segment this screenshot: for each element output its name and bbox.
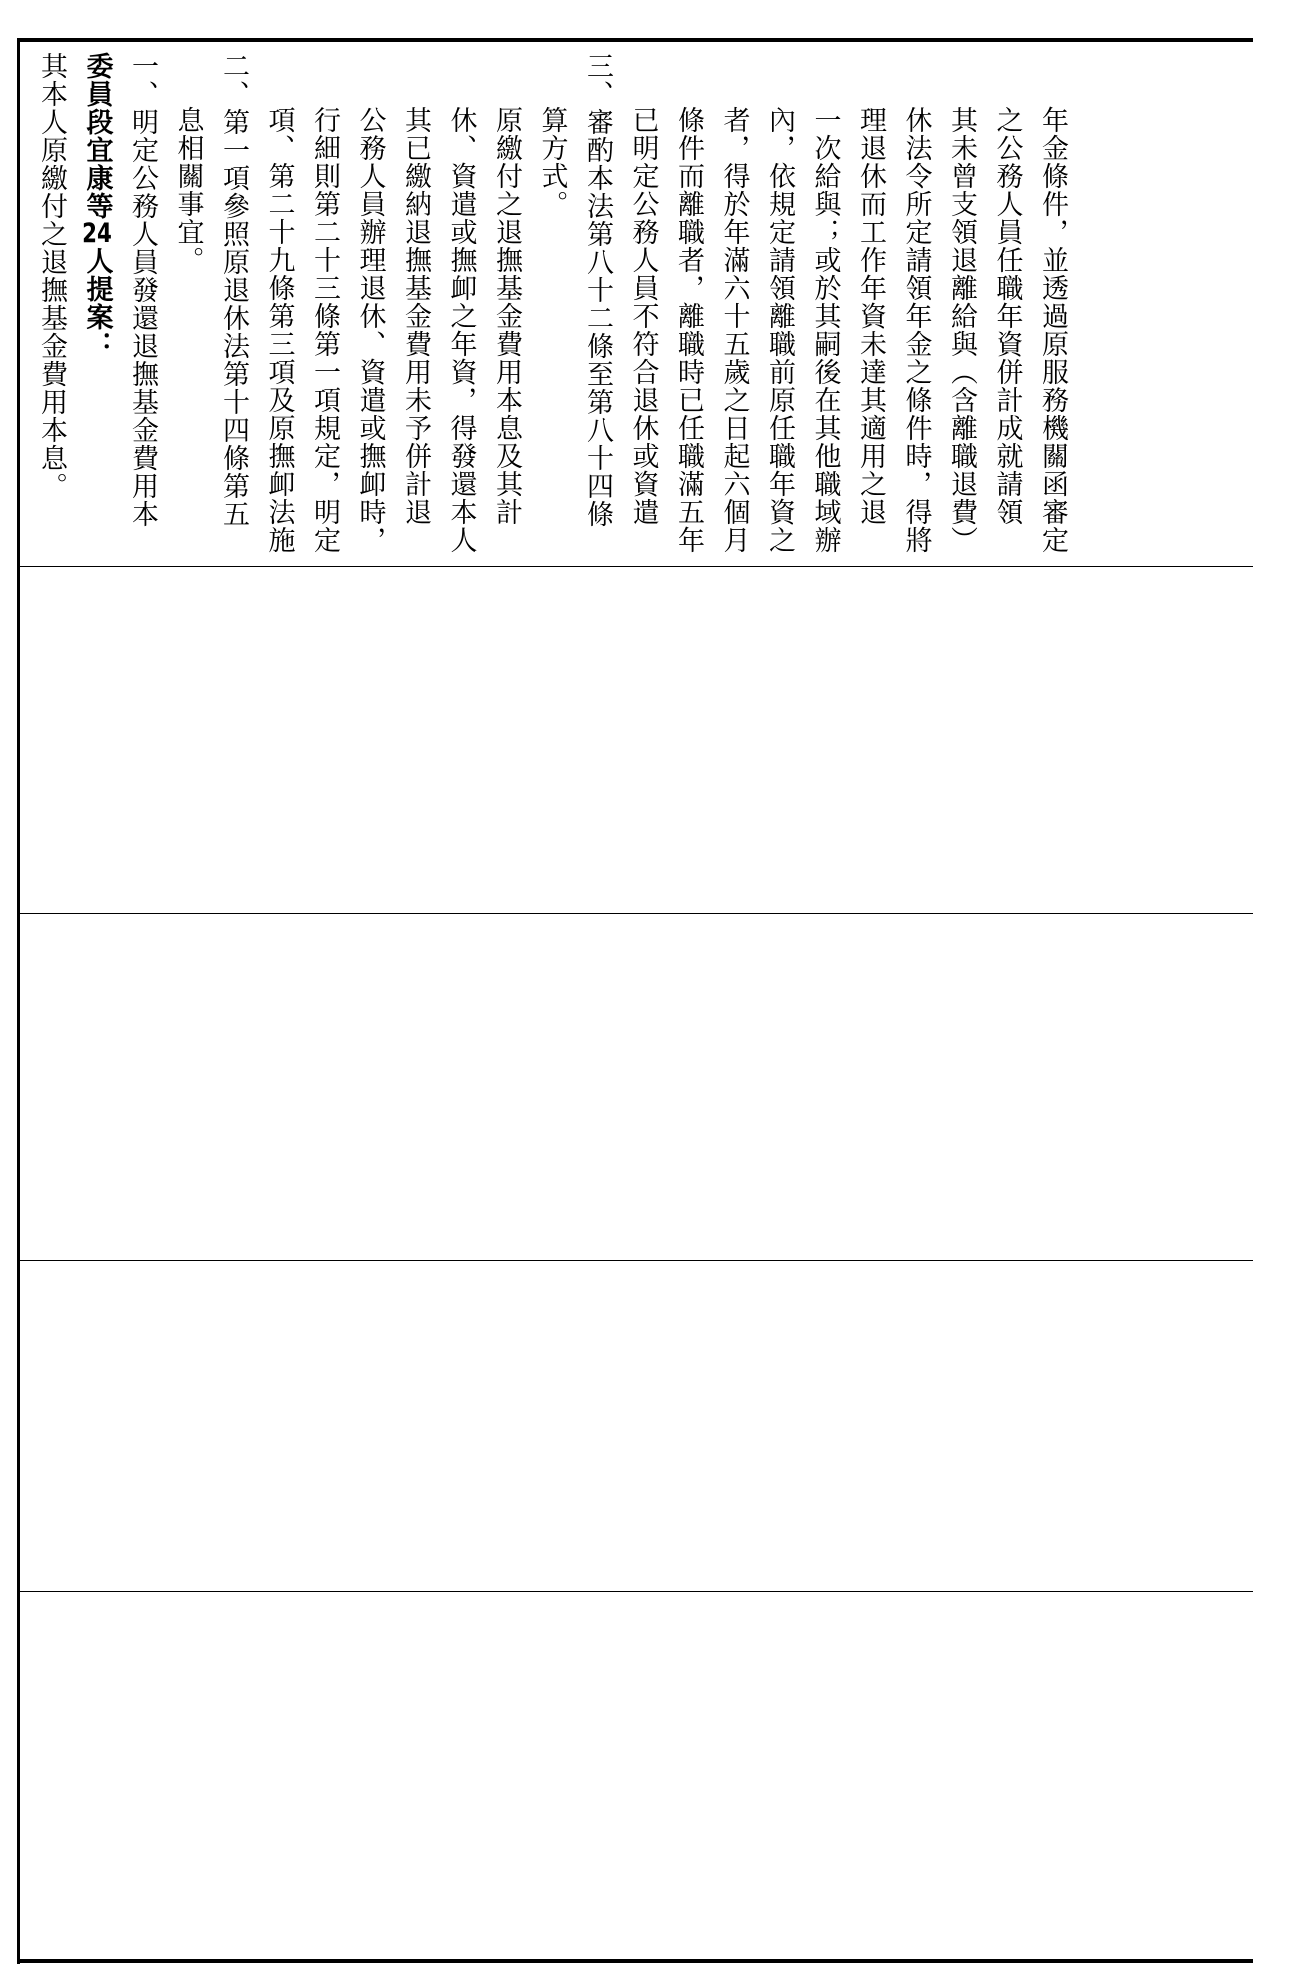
text-column-4: 息相關事宜。: [172, 106, 204, 274]
text-column-13: 三、審酌本法第八十二條至第八十四條: [582, 52, 613, 528]
text-column-18: 一次給與；或於其嗣後在其他職域辦: [809, 106, 841, 554]
document-page: [18, 38, 1253, 1962]
text-column-14: 已明定公務人員不符合退休或資遣: [627, 106, 659, 526]
text-column-19: 理退休而工作年資未達其適用之退: [855, 106, 886, 526]
text-column-6: 項、第二十九條第三項及原撫卹法施: [263, 106, 295, 554]
text-column-20: 休法令所定請領年金之條件時，得將: [900, 106, 932, 554]
text-column-22: 之公務人員任職年資併計成就請領: [991, 106, 1023, 526]
text-column-23: 年金條件，並透過原服務機關函審定: [1037, 106, 1068, 554]
text-column-11: 原繳付之退撫基金費用本息及其計: [491, 106, 522, 526]
text-column-5: 二、第一項參照原退休法第十四條第五: [218, 52, 249, 528]
row-divider-3: [18, 1260, 1253, 1261]
text-column-9: 其已繳納退撫基金費用未予併計退: [400, 106, 431, 526]
text-column-12: 算方式。: [536, 106, 568, 218]
text-block: [18, 38, 1253, 566]
text-column-1: 其本人原繳付之退撫基金費用本息。: [36, 52, 67, 500]
text-column-7: 行細則第二十三條第一項規定，明定: [309, 106, 340, 554]
row-divider-4: [18, 1591, 1253, 1592]
bottom-border: [18, 1959, 1253, 1963]
proposal-heading: 委員段宜康等24人提案：: [81, 52, 113, 359]
text-column-21: 其未曾支領退離給與（含離職退費）: [946, 106, 977, 554]
proposal-count: 24: [82, 220, 112, 247]
row-divider-2: [18, 913, 1253, 914]
row-divider-1: [18, 566, 1253, 567]
text-column-10: 休、資遣或撫卹之年資，得發還本人: [445, 106, 477, 554]
text-column-17: 內，依規定請領離職前原任職年資之: [764, 106, 795, 554]
text-column-16: 者，得於年滿六十五歲之日起六個月: [718, 106, 750, 554]
text-column-15: 條件而離職者，離職時已任職滿五年: [673, 106, 704, 554]
text-column-3: 一、明定公務人員發還退撫基金費用本: [127, 52, 158, 528]
text-column-8: 公務人員辦理退休、資遣或撫卹時，: [354, 106, 386, 554]
